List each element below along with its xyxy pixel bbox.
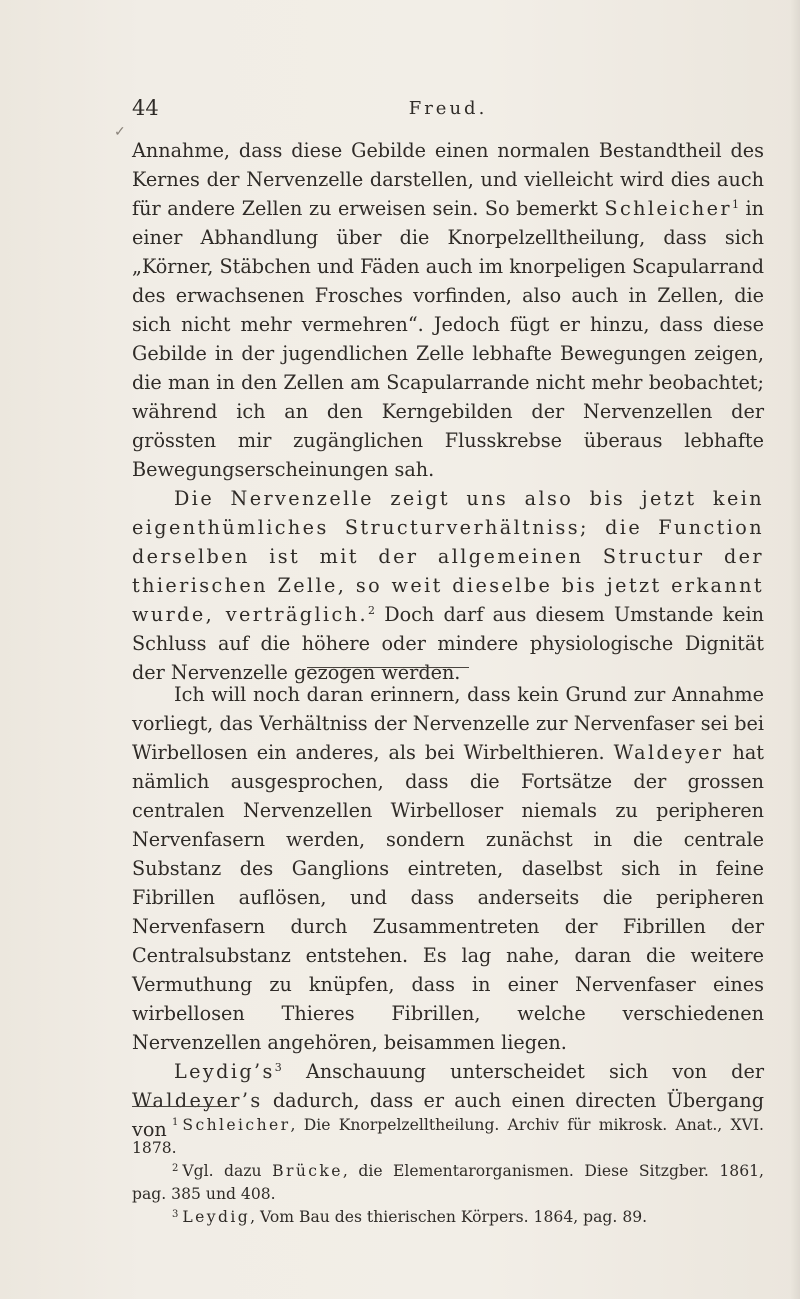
footnote-author: Schleicher xyxy=(182,1116,291,1134)
author-name: Waldeyer xyxy=(613,741,724,764)
paragraph-text: Anschauung unterscheidet sich von der xyxy=(281,1060,764,1083)
author-name: Leydig’s xyxy=(174,1060,275,1083)
footnote-author: Leydig xyxy=(182,1208,251,1226)
footnote-ref: 1 xyxy=(731,198,739,211)
footnotes xyxy=(132,1114,764,1229)
paragraph-text: in einer Abhandlung über die Knorpelzelltheilung, dass sich „Körner, Stäbchen und Fäden auch im knorpeligen Scapularrand des erwachsenen Frosches vorfinden, also auch in Zellen, die sich nicht mehr vermehren“. Jedoch fügt er hinzu, dass diese Gebilde in der jugendlichen Zelle lebhafte Bewegungen zeigen, die man in den Zellen am Scapularrande nicht mehr beobachtet; während ich an den Kerngebilden der Nervenzellen der grössten mir zugänglichen Flusskrebse überaus lebhafte Bewegungserscheinungen sah. xyxy=(132,197,765,481)
footnote-divider xyxy=(132,1106,230,1107)
paragraph-text: Annahme, dass diese Gebilde einen normalen Bestandtheil des Kernes der Nervenzelle darstellen, und vielleicht wird dies auch für andere Zellen zu erweisen sein. So bemerkt xyxy=(132,139,764,220)
margin-mark: ✓ xyxy=(114,124,126,140)
paragraph-2 xyxy=(132,484,764,687)
footnote-2 xyxy=(132,1160,764,1206)
section-divider xyxy=(307,667,469,668)
paragraph-text: Doch darf aus diesem Umstande kein Schluss auf die höhere oder mindere physiologische Dignität der Nervenzelle gezogen werden. xyxy=(132,603,764,684)
page-number: 44 xyxy=(132,96,159,120)
running-head: Freud. xyxy=(408,98,488,119)
page-header xyxy=(132,96,764,124)
footnote-3 xyxy=(132,1206,764,1229)
text-section-1 xyxy=(132,136,764,687)
text-section-2 xyxy=(132,680,764,1144)
footnote-ref: 2 xyxy=(367,604,375,617)
paragraph-1 xyxy=(132,136,764,484)
footnote-number: 2 xyxy=(172,1163,179,1174)
footnote-prefix: Vgl. dazu xyxy=(182,1162,273,1180)
author-name: Waldeyer’s xyxy=(132,1089,263,1112)
paragraph-3 xyxy=(132,680,764,1057)
footnote-1 xyxy=(132,1114,764,1160)
spaced-emphasis: Die Nervenzelle zeigt uns also bis jetzt kein eigenthümliches Structurverhältniss; die Function derselben ist mit der allgemeinen Structur der thierischen Zelle, so weit dieselbe bis jetzt erkannt wurde, verträglich. xyxy=(132,487,764,626)
page-edge-shadow xyxy=(790,0,800,1299)
author-name: Schleicher xyxy=(604,197,732,220)
footnote-text: , Die Knorpelzelltheilung. Archiv für mikrosk. Anat., XVI. 1878. xyxy=(132,1116,764,1157)
footnote-text: , Vom Bau des thierischen Körpers. 1864, pag. 89. xyxy=(250,1208,648,1226)
footnote-ref: 3 xyxy=(274,1061,282,1074)
paragraph-text: Ich will noch daran erinnern, dass kein Grund zur Annahme vorliegt, das Verhältniss der Nervenzelle zur Nervenfaser sei bei Wirbellosen ein anderes, als bei Wirbelthieren. xyxy=(132,683,764,764)
footnote-author: Brücke xyxy=(272,1162,343,1180)
footnote-number: 3 xyxy=(172,1209,179,1220)
footnote-text: , die Elementarorganismen. Diese Sitzgber. 1861, pag. 385 und 408. xyxy=(132,1162,765,1203)
paragraph-text: hat nämlich ausgesprochen, dass die Fortsätze der grossen centralen Nervenzellen Wirbelloser niemals zu peripheren Nervenfasern werden, sondern zunächst in die centrale Substanz des Ganglions eintreten, daselbst sich in feine Fibrillen auflösen, und dass anderseits die peripheren Nervenfasern durch Zusammentreten der Fibrillen der Centralsubstanz entstehen. Es lag nahe, daran die weitere Vermuthung zu knüpfen, dass in einer Nervenfaser eines wirbellosen Thieres Fibrillen, welche verschiedenen Nervenzellen angehören, beisammen liegen. xyxy=(132,741,765,1054)
footnote-number: 1 xyxy=(172,1117,179,1128)
paragraph-text: dadurch, dass er auch einen directen Übergang von xyxy=(132,1089,764,1141)
